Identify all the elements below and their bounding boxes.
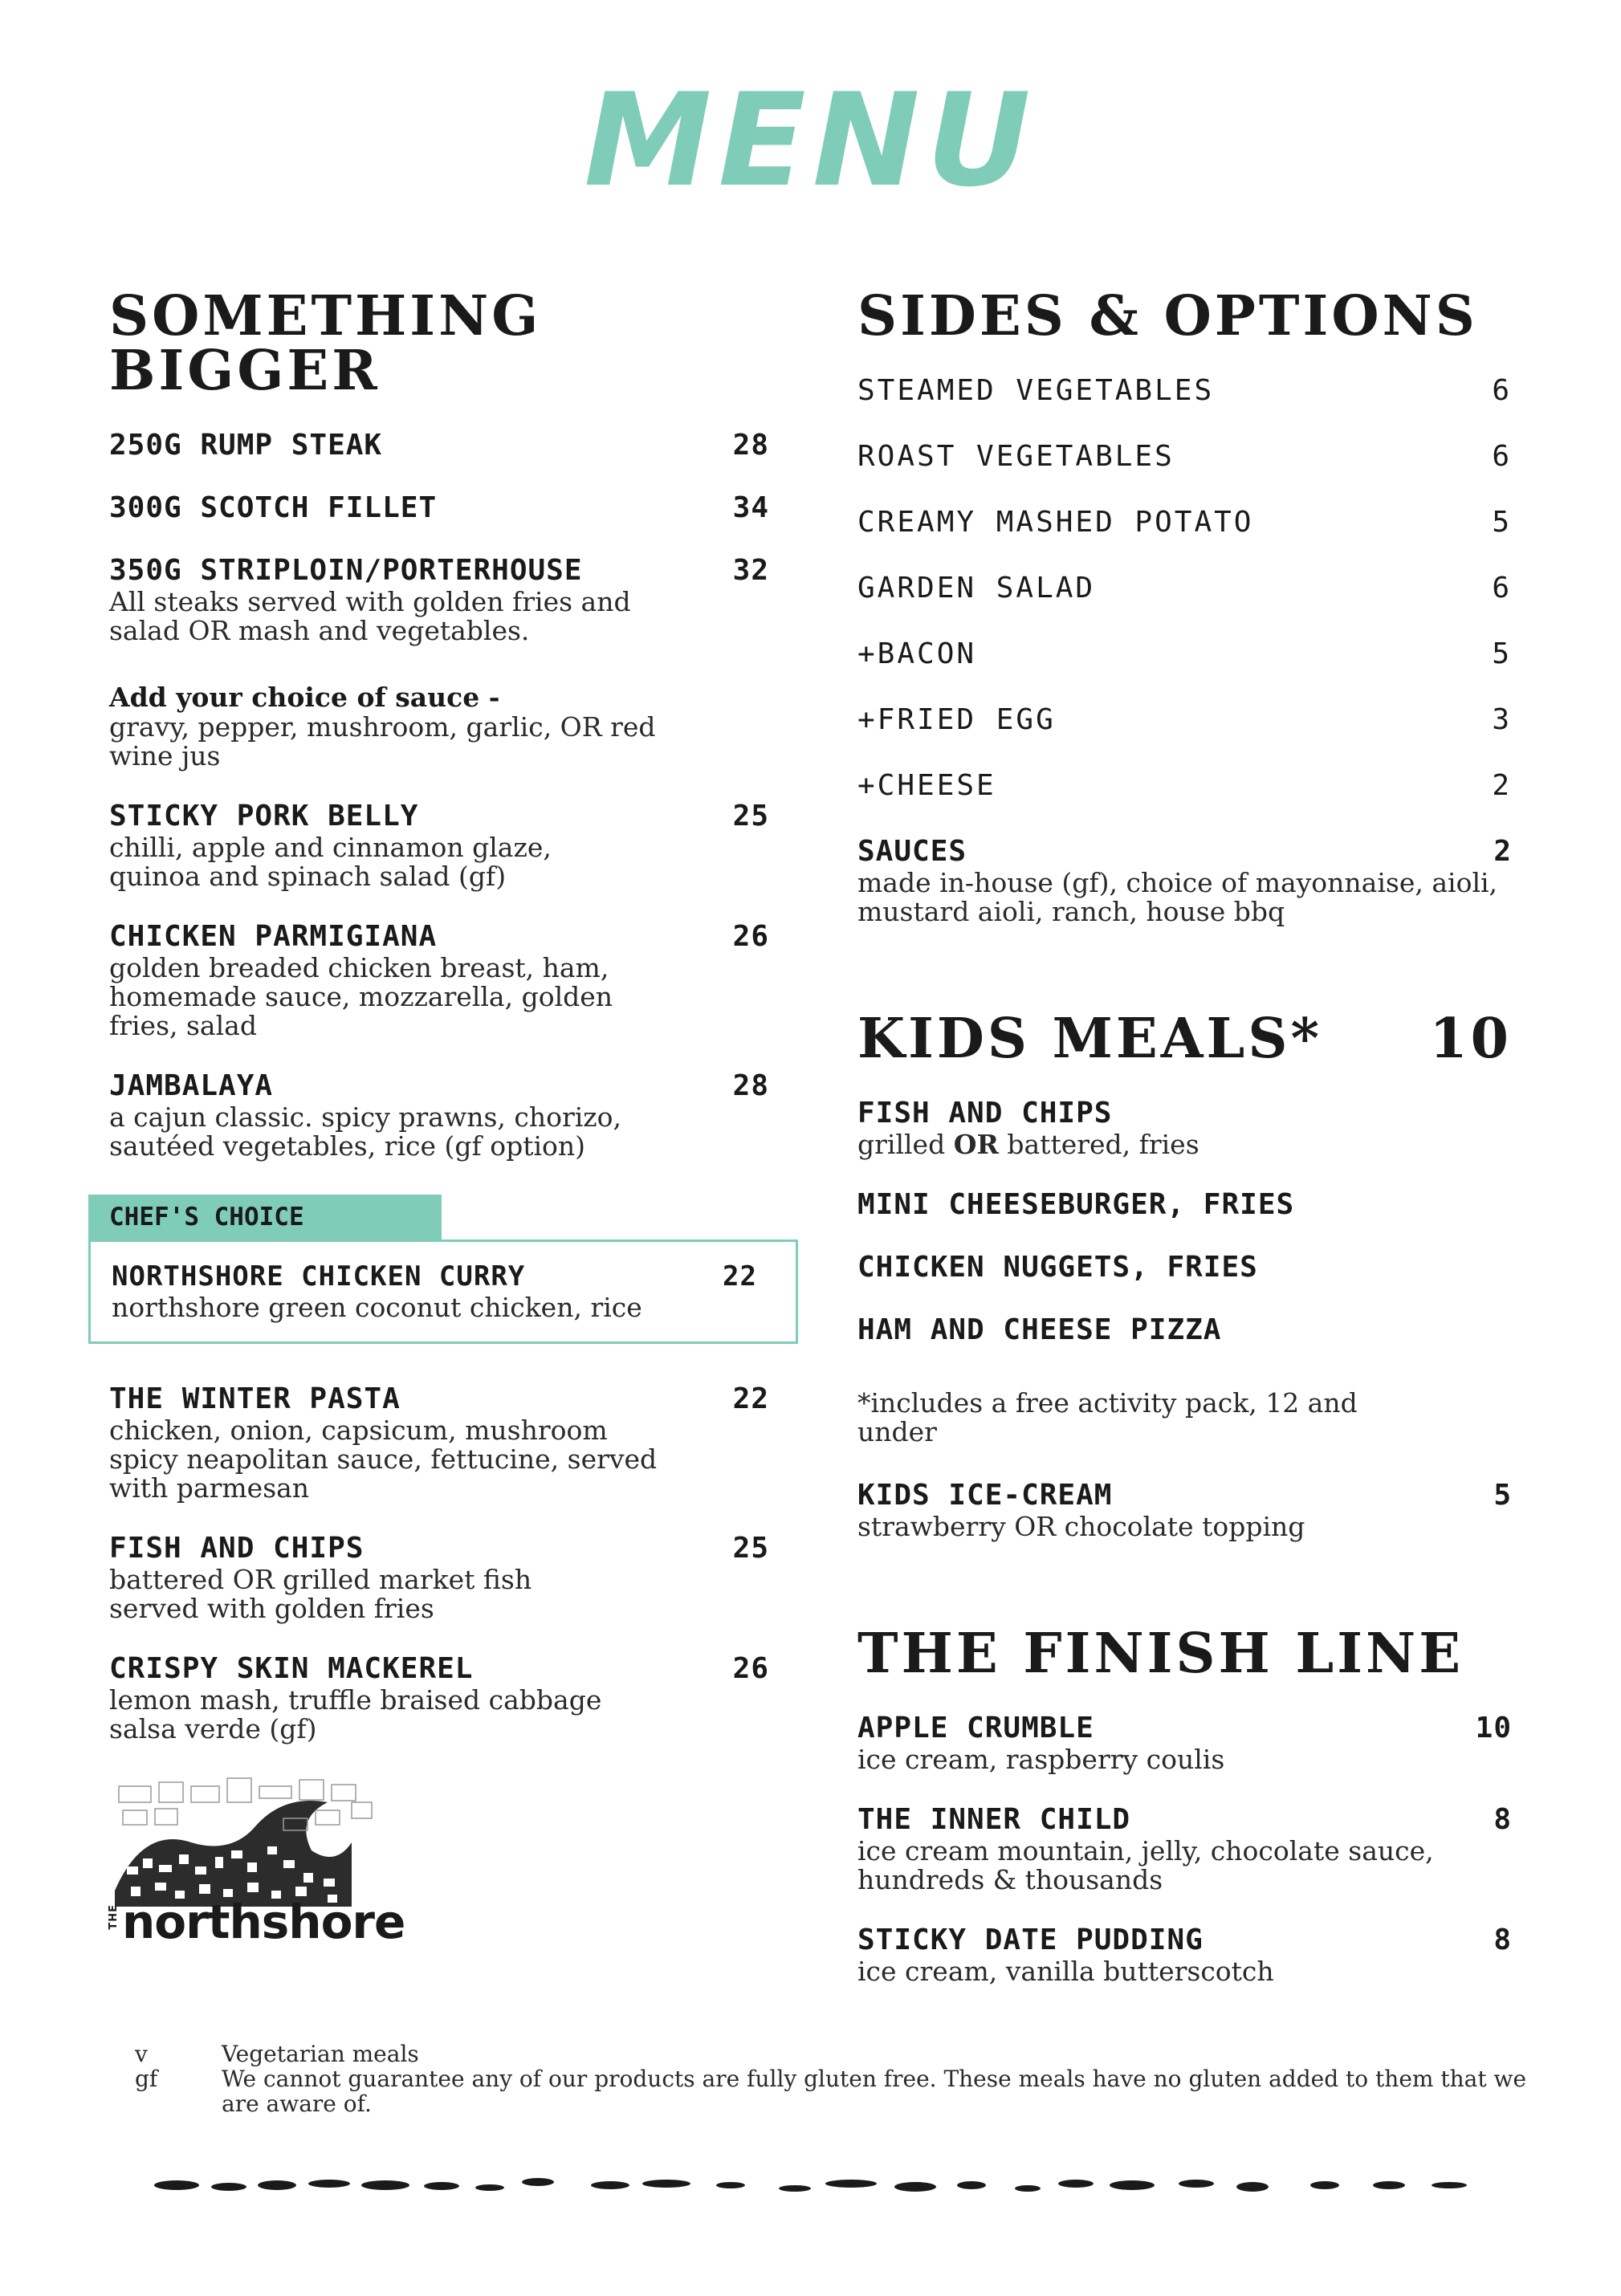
item-description [857, 1130, 1468, 1159]
item-price: 26 [732, 1652, 769, 1685]
item-description: ice cream mountain, jelly, chocolate sauce, hundreds & thousands [857, 1835, 1434, 1895]
item-name: CRISPY SKIN MACKEREL [109, 1652, 474, 1685]
footnote-key: v [135, 2041, 148, 2067]
item-name: NORTHSHORE CHICKEN CURRY [112, 1260, 526, 1293]
kids-item [857, 1479, 1512, 1541]
dessert-item [857, 1803, 1512, 1895]
item-price: 6 [1492, 440, 1512, 473]
item-name: THE WINTER PASTA [109, 1382, 401, 1415]
footnote-text: We cannot guarantee any of our products are fully gluten free. These meals have no gluten added to them that we are aware of. [222, 2066, 1527, 2117]
item-name: SAUCES [857, 835, 967, 868]
item-name: STICKY PORK BELLY [109, 800, 419, 833]
side-item [857, 440, 1512, 474]
item-name: 350G STRIPLOIN/PORTERHOUSE [109, 554, 583, 587]
menu-item [109, 800, 768, 891]
item-description: chilli, apple and cinnamon glaze, quinoa and spinach salad (gf) [109, 832, 552, 892]
item-description: battered OR grilled market fish served with golden fries [109, 1564, 532, 1624]
item-price: 25 [732, 800, 769, 833]
dessert-item [857, 1712, 1512, 1774]
item-name: THE INNER CHILD [857, 1803, 1131, 1836]
item-name: STEAMED VEGETABLES [857, 374, 1215, 407]
sauce-note [109, 682, 768, 771]
menu-item [109, 429, 768, 462]
item-name: KIDS ICE-CREAM [857, 1479, 1113, 1512]
item-price: 8 [1493, 1803, 1512, 1836]
item-name: FISH AND CHIPS [857, 1097, 1113, 1130]
item-name: +FRIED EGG [857, 703, 1056, 736]
item-description: ice cream, raspberry coulis [857, 1744, 1225, 1775]
side-item [857, 769, 1512, 803]
kids-note: *includes a free activity pack, 12 and under [857, 1387, 1358, 1447]
footnote-key: gf [135, 2066, 158, 2092]
item-name: CHICKEN PARMIGIANA [109, 920, 438, 953]
item-price: 25 [732, 1532, 769, 1565]
footnote-text: Vegetarian meals [222, 2041, 419, 2067]
logo-the-text: THE [108, 1904, 120, 1930]
item-name: ROAST VEGETABLES [857, 440, 1175, 473]
item-name: HAM AND CHEESE PIZZA [857, 1313, 1222, 1346]
item-description: made in-house (gf), choice of mayonnaise, aioli, mustard aioli, ranch, house bbq [857, 867, 1498, 927]
item-description: lemon mash, truffle braised cabbage salsa verde (gf) [109, 1684, 602, 1744]
item-price: 2 [1492, 769, 1512, 802]
item-price: 3 [1492, 703, 1512, 736]
item-price: 2 [1493, 835, 1512, 868]
chefs-choice-panel [88, 1195, 798, 1344]
item-price: 6 [1492, 374, 1512, 407]
item-name: MINI CHEESEBURGER, FRIES [857, 1188, 1295, 1221]
footnote [135, 2066, 1532, 2116]
item-name: 250G RUMP STEAK [109, 429, 383, 462]
desc-part: battered, fries [998, 1129, 1199, 1160]
item-description: golden breaded chicken breast, ham, homemade sauce, mozzarella, golden fries, salad [109, 952, 613, 1041]
item-name: +BACON [857, 637, 977, 670]
menu-item [109, 1382, 768, 1503]
right-column [857, 284, 1512, 2015]
desc-or: OR [953, 1129, 999, 1160]
something-bigger-section [109, 284, 769, 1773]
item-price: 28 [732, 429, 769, 462]
menu-title: MENU [584, 65, 1037, 215]
kids-price: 10 [1429, 1007, 1512, 1071]
side-item [857, 572, 1512, 605]
item-name: FISH AND CHIPS [109, 1532, 365, 1565]
chefs-choice-box [88, 1240, 798, 1344]
menu-item [109, 554, 768, 645]
kids-item [857, 1188, 1512, 1222]
item-name: STICKY DATE PUDDING [857, 1924, 1204, 1956]
menu-item [109, 1532, 768, 1623]
item-price: 22 [732, 1382, 769, 1415]
item-price: 10 [1475, 1712, 1512, 1744]
chefs-choice-label: CHEF'S CHOICE [88, 1195, 442, 1240]
dessert-item [857, 1924, 1512, 1986]
section-heading: KIDS MEALS* [857, 1007, 1323, 1071]
kids-heading [857, 1007, 1512, 1071]
sauce-note-heading: Add your choice of sauce - [109, 682, 500, 713]
side-item [857, 374, 1512, 408]
menu-item [109, 1652, 768, 1744]
item-name: JAMBALAYA [109, 1069, 274, 1102]
side-item [857, 703, 1512, 737]
side-item [857, 637, 1512, 671]
item-price: 26 [732, 920, 769, 953]
kids-item [857, 1251, 1512, 1284]
side-item [857, 506, 1512, 539]
item-price: 34 [732, 491, 769, 524]
item-price: 28 [732, 1069, 769, 1102]
kids-item [857, 1313, 1512, 1347]
item-name: APPLE CRUMBLE [857, 1712, 1094, 1744]
item-description: a cajun classic. spicy prawns, chorizo, sautéed vegetables, rice (gf option) [109, 1101, 622, 1162]
menu-item [109, 920, 768, 1040]
item-description: ice cream, vanilla butterscotch [857, 1956, 1274, 1987]
sauces-item [857, 835, 1512, 926]
item-price: 32 [732, 554, 769, 587]
item-description: chicken, onion, capsicum, mushroom spicy neapolitan sauce, fettucine, served with parmesan [109, 1415, 658, 1504]
item-price: 22 [723, 1260, 757, 1293]
menu-item [112, 1260, 756, 1322]
item-price: 6 [1492, 572, 1512, 605]
logo-name: northshore [122, 1895, 405, 1949]
item-price: 5 [1492, 637, 1512, 670]
decorative-dash-divider [153, 2168, 1477, 2200]
menu-item [109, 491, 768, 525]
item-name: GARDEN SALAD [857, 572, 1096, 605]
section-heading: SIDES & OPTIONS [857, 284, 1478, 348]
footnote [135, 2042, 1532, 2066]
item-price: 8 [1493, 1924, 1512, 1956]
item-name: 300G SCOTCH FILLET [109, 491, 438, 524]
menu-item [109, 1069, 768, 1161]
item-name: CREAMY MASHED POTATO [857, 506, 1254, 539]
item-price: 5 [1492, 506, 1512, 539]
item-description: strawberry OR chocolate topping [857, 1511, 1305, 1542]
kids-item [857, 1097, 1512, 1159]
footnotes [135, 2042, 1532, 2116]
desc-part: grilled [857, 1129, 954, 1160]
item-name: CHICKEN NUGGETS, FRIES [857, 1251, 1258, 1284]
section-heading: THE FINISH LINE [857, 1622, 1464, 1686]
item-price: 5 [1493, 1479, 1512, 1512]
section-heading: SOMETHING BIGGER [109, 284, 542, 403]
item-name: +CHEESE [857, 769, 996, 802]
item-description: All steaks served with golden fries and salad OR mash and vegetables. [109, 586, 631, 646]
sauce-note-text: gravy, pepper, mushroom, garlic, OR red wine jus [109, 711, 656, 771]
item-description: northshore green coconut chicken, rice [112, 1292, 642, 1323]
